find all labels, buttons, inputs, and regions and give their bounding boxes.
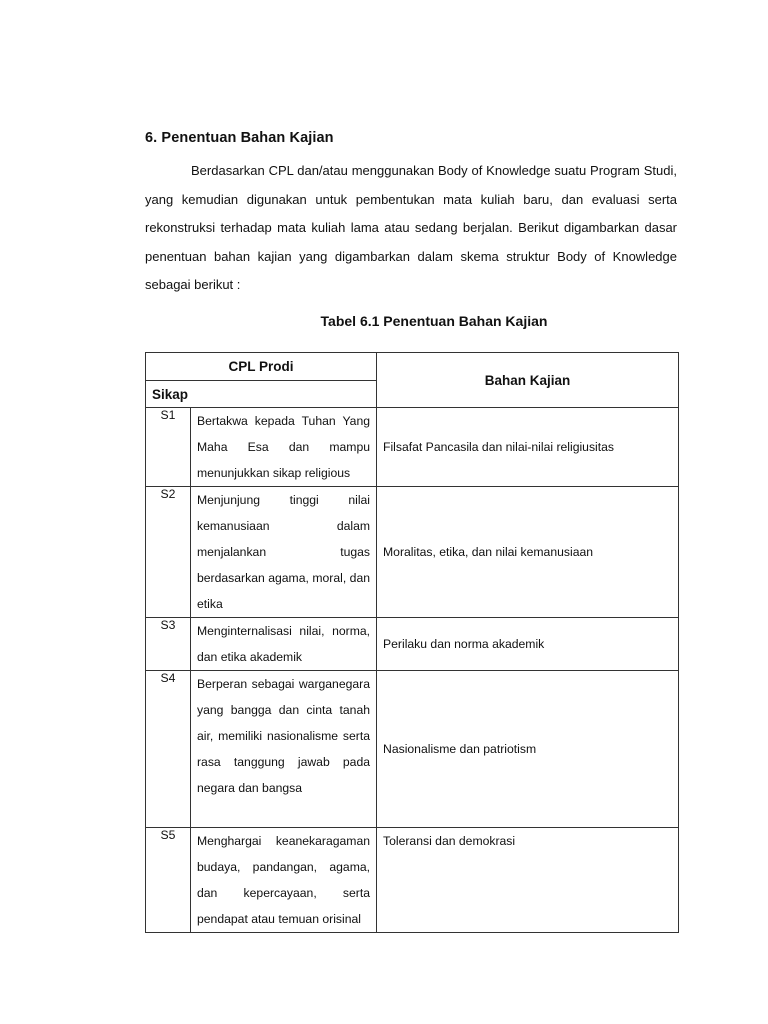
row-cpl-text: Menghargai keanekaragaman budaya, pandangan, agama, dan kepercayaan, serta pendapat atau temuan orisinal (191, 828, 377, 933)
row-code: S1 (146, 408, 191, 487)
row-code: S2 (146, 487, 191, 618)
row-bahan-kajian: Perilaku dan norma akademik (377, 618, 679, 671)
intro-paragraph: Berdasarkan CPL dan/atau menggunakan Body of Knowledge suatu Program Studi, yang kemudian digunakan untuk pembentukan mata kuliah baru, dan evaluasi serta rekonstruksi terhadap mata kuliah lama atau sedang berjalan. Berikut digambarkan dasar penentuan bahan kajian yang digambarkan dalam skema struktur Body of Knowledge sebagai berikut : (145, 163, 677, 293)
row-code: S5 (146, 828, 191, 933)
table-row (146, 487, 679, 618)
row-code: S4 (146, 671, 191, 828)
row-bahan-kajian: Nasionalisme dan patriotism (377, 671, 679, 828)
table-caption: Tabel 6.1 Penentuan Bahan Kajian (320, 313, 548, 329)
table-row (146, 828, 679, 933)
row-cpl-text: Berperan sebagai warganegara yang bangga dan cinta tanah air, memiliki nasionalisme serta rasa tanggung jawab pada negara dan bangsa (191, 671, 377, 828)
row-bahan-kajian: Moralitas, etika, dan nilai kemanusiaan (377, 487, 679, 618)
bahan-kajian-table (145, 352, 679, 933)
table-row (146, 618, 679, 671)
table-header-row (146, 353, 679, 381)
row-bahan-kajian: Filsafat Pancasila dan nilai-nilai religiusitas (377, 408, 679, 487)
row-cpl-text: Bertakwa kepada Tuhan Yang Maha Esa dan mampu menunjukkan sikap religious (191, 408, 377, 487)
header-cpl-prodi: CPL Prodi (146, 353, 377, 381)
table-row (146, 408, 679, 487)
row-cpl-text: Menjunjung tinggi nilai kemanusiaan dalam menjalankan tugas berdasarkan agama, moral, dan etika (191, 487, 377, 618)
row-bahan-kajian: Toleransi dan demokrasi (377, 828, 679, 933)
row-code: S3 (146, 618, 191, 671)
row-cpl-text: Menginternalisasi nilai, norma, dan etika akademik (191, 618, 377, 671)
header-bahan-kajian: Bahan Kajian (377, 353, 679, 408)
header-sikap: Sikap (146, 381, 377, 408)
section-heading: 6. Penentuan Bahan Kajian (145, 130, 334, 146)
table-row (146, 671, 679, 828)
